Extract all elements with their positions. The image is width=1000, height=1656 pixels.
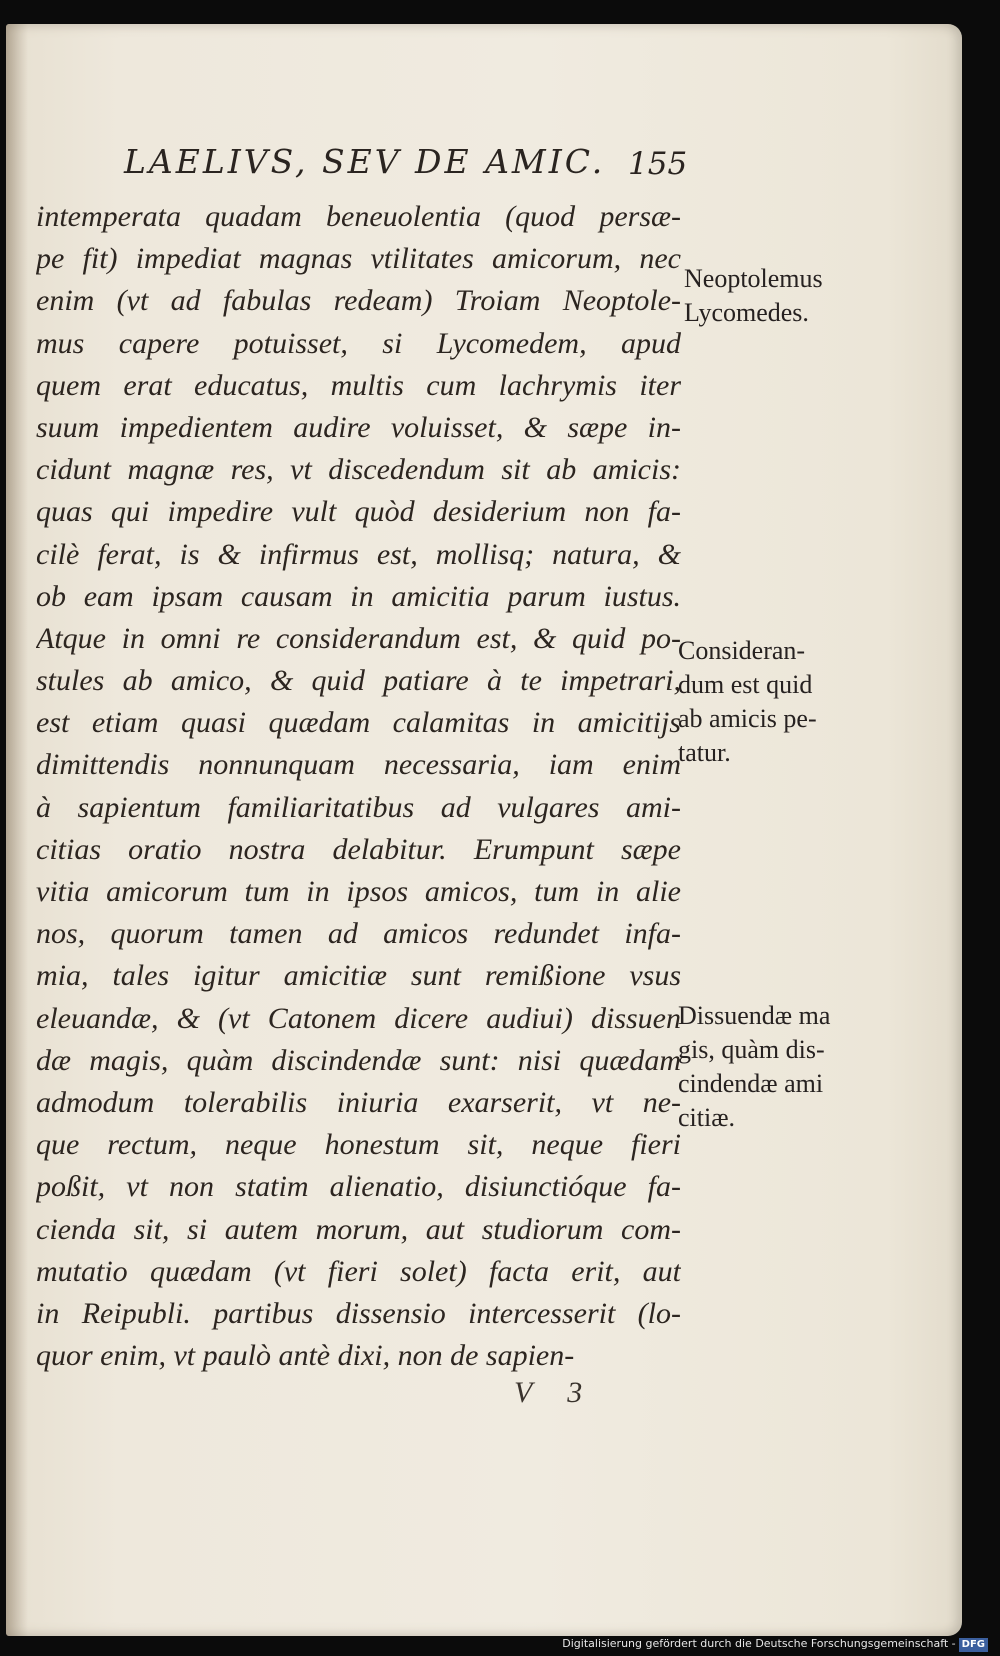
text-line: Atque in omni re considerandum est, & quid po- xyxy=(36,621,681,655)
text-line: que rectum, neque honestum sit, neque fieri xyxy=(36,1128,681,1162)
page-number: 155 xyxy=(628,146,688,182)
text-line: stules ab amico, & quid patiare à te impetrari, xyxy=(36,664,681,698)
marginal-line: tatur. xyxy=(678,738,731,767)
marginal-line: Lycomedes. xyxy=(684,298,809,327)
text-line: dæ magis, quàm discindendæ sunt: nisi quædam xyxy=(36,1043,681,1077)
marginal-line: citiæ. xyxy=(678,1103,736,1132)
text-line: nos, quorum tamen ad amicos redundet infa- xyxy=(36,917,681,951)
marginal-line: Neoptolemus xyxy=(684,264,823,293)
text-line: vitia amicorum tum in ipsos amicos, tum in alie xyxy=(36,875,681,908)
text-line: pe fit) impediat magnas vtilitates amicorum, nec xyxy=(36,242,681,276)
digitization-credit xyxy=(562,1637,988,1652)
marginal-line: gis, quàm dis- xyxy=(678,1035,825,1064)
book-page xyxy=(6,24,962,1636)
text-line: quor enim, vt paulò antè dixi, non de sapien- xyxy=(36,1339,575,1373)
text-line: quas qui impedire vult quòd desiderium non fa- xyxy=(36,495,681,529)
text-line: ob eam ipsam causam in amicitia parum iustus. xyxy=(36,579,681,613)
text-line: à sapientum familiaritatibus ad vulgares ami- xyxy=(36,790,681,824)
text-line: cienda sit, si autem morum, aut studiorum com- xyxy=(36,1212,681,1246)
marginal-line: Consideran- xyxy=(678,636,806,665)
text-line: dimittendis nonnunquam necessaria, iam enim xyxy=(36,748,681,782)
dfg-logo-icon[interactable]: DFG xyxy=(959,1638,988,1652)
marginal-line: cindendæ ami xyxy=(678,1069,824,1098)
signature-mark: V 3 xyxy=(514,1376,597,1409)
text-line: quem erat educatus, multis cum lachrymis iter xyxy=(36,368,681,402)
marginal-note-neoptolemus xyxy=(684,262,823,330)
text-line: cilè ferat, is & infirmus est, mollisq; natura, & xyxy=(36,537,681,571)
text-line: enim (vt ad fabulas redeam) Troiam Neoptole- xyxy=(36,284,681,318)
marginal-line: ab amicis pe- xyxy=(678,704,817,733)
text-line: eleuandæ, & (vt Catonem dicere audiui) dissuen xyxy=(36,1001,681,1035)
marginal-note-dissuendae xyxy=(678,999,830,1135)
marginal-line: Dissuendæ ma xyxy=(678,1001,831,1030)
text-line: mus capere potuisset, si Lycomedem, apud xyxy=(36,326,681,360)
marginal-note-considerandum xyxy=(678,634,817,770)
text-line: intemperata quadam beneuolentia (quod persæ- xyxy=(36,200,681,233)
running-title: LAELIVS, SEV DE AMIC. xyxy=(124,142,606,181)
credit-text: Digitalisierung gefördert durch die Deutsche Forschungsgemeinschaft - xyxy=(562,1637,956,1650)
marginal-line: dum est quid xyxy=(678,670,813,699)
text-line: citias oratio nostra delabitur. Erumpunt sæpe xyxy=(36,832,681,866)
text-line: mia, tales igitur amicitiæ sunt remißione vsus xyxy=(36,959,681,993)
text-line: suum impedientem audire voluisset, & sæpe in- xyxy=(36,410,681,444)
text-line: cidunt magnæ res, vt discedendum sit ab amicis: xyxy=(36,453,681,487)
text-line: in Reipubli. partibus dissensio intercesserit (lo- xyxy=(36,1296,681,1330)
text-line: poßit, vt non statim alienatio, disiunctióque fa- xyxy=(36,1170,681,1204)
text-line: est etiam quasi quædam calamitas in amicitijs xyxy=(36,706,681,740)
text-line: mutatio quædam (vt fieri solet) facta erit, aut xyxy=(36,1254,681,1288)
text-line: admodum tolerabilis iniuria exarserit, vt ne- xyxy=(36,1085,681,1119)
body-text xyxy=(36,196,681,1377)
